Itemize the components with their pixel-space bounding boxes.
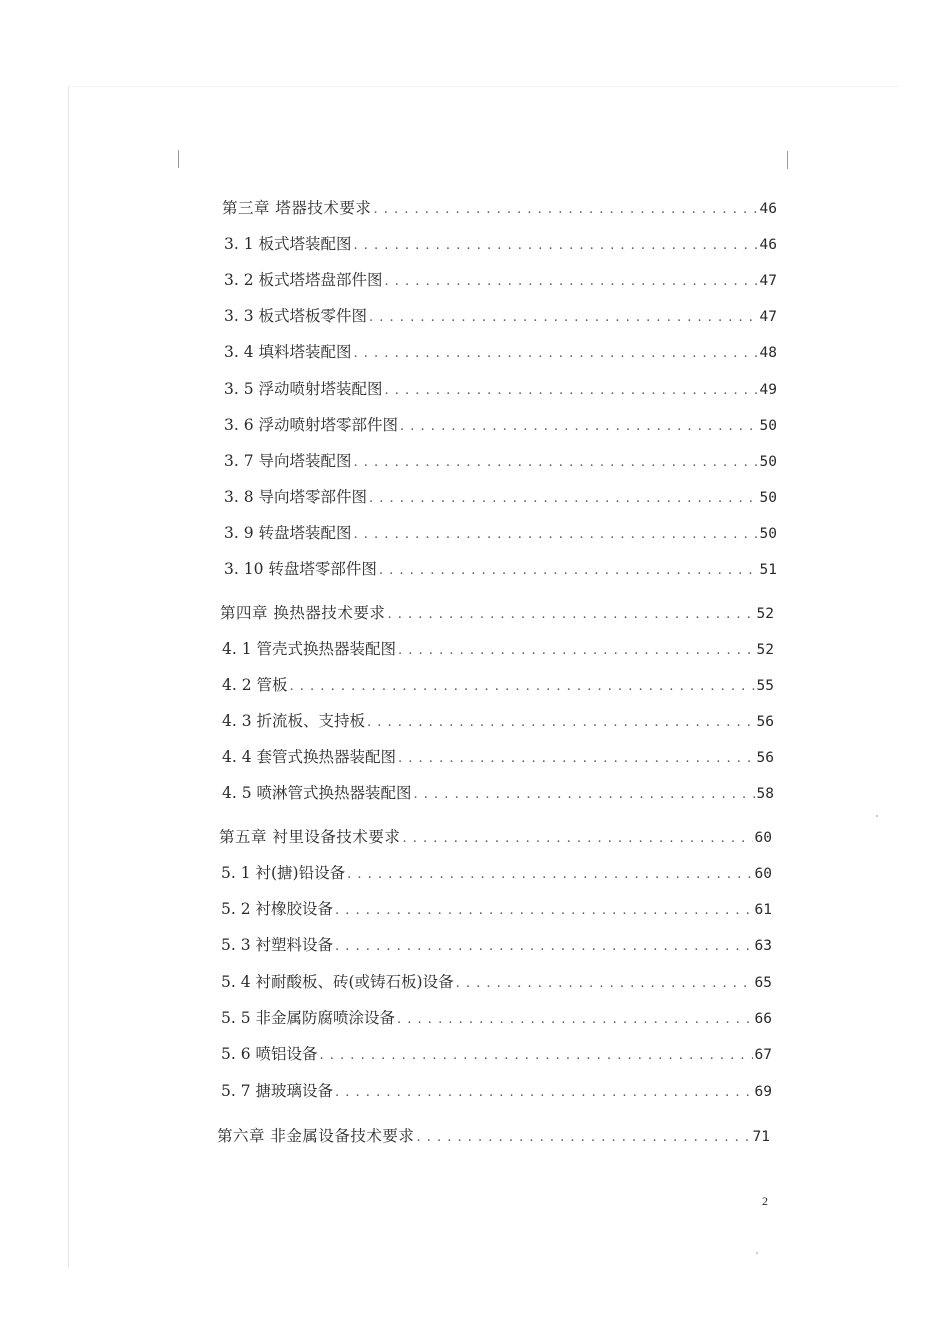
dot-leader	[354, 235, 758, 257]
toc-chapter-row	[220, 602, 774, 624]
dot-leader	[373, 199, 757, 221]
toc-entry-page: 47	[759, 309, 777, 325]
dot-leader	[335, 936, 753, 958]
toc-entry-title: 4. 3 折流板、支持板	[222, 712, 366, 730]
toc-section-row	[222, 638, 774, 660]
toc-entry-page: 65	[754, 975, 772, 991]
toc-entry-title: 3. 1 板式塔装配图	[224, 235, 352, 253]
dot-leader	[347, 864, 752, 886]
dot-leader	[385, 380, 758, 402]
toc-entry-page: 50	[759, 490, 777, 506]
toc-entry-title: 5. 5 非金属防腐喷涂设备	[221, 1009, 396, 1027]
dot-leader	[354, 524, 758, 546]
scan-speck	[756, 1252, 758, 1254]
toc-chapter-row	[219, 826, 772, 848]
toc-entry-title: 5. 2 衬橡胶设备	[221, 900, 334, 918]
toc-section-row	[222, 710, 774, 732]
dot-leader	[400, 416, 758, 438]
toc-section-row	[224, 378, 777, 400]
toc-chapter-row	[217, 1125, 770, 1147]
toc-section-row	[224, 414, 777, 436]
toc-entry-title: 3. 6 浮动喷射塔零部件图	[224, 416, 399, 434]
toc-entry-page: 56	[756, 750, 774, 766]
toc-section-row	[224, 233, 777, 255]
toc-entry-page: 55	[756, 678, 774, 694]
toc-section-row	[222, 746, 774, 768]
toc-entry-page: 67	[754, 1047, 772, 1063]
dot-leader	[416, 1127, 750, 1149]
toc-entry-page: 71	[752, 1129, 770, 1145]
dot-leader	[354, 452, 758, 474]
toc-section-row	[224, 522, 777, 544]
toc-entry-title: 5. 6 喷铝设备	[221, 1045, 318, 1063]
toc-entry-title: 3. 9 转盘塔装配图	[224, 524, 352, 542]
toc-entry-page: 58	[756, 786, 774, 802]
toc-entry-page: 60	[754, 866, 772, 882]
toc-entry-page: 49	[759, 382, 777, 398]
toc-section-row	[224, 269, 777, 291]
dot-leader	[354, 343, 758, 365]
margin-mark-left	[178, 150, 179, 168]
dot-leader	[398, 748, 755, 770]
toc-section-row	[224, 305, 777, 327]
toc-entry-title: 3. 7 导向塔装配图	[224, 452, 352, 470]
toc-section-row	[221, 1043, 772, 1065]
toc-section-row	[222, 674, 774, 696]
toc-entry-page: 46	[759, 237, 777, 253]
margin-mark-right	[787, 151, 788, 169]
toc-entry-title: 第六章 非金属设备技术要求	[217, 1127, 415, 1145]
toc-entry-title: 4. 5 喷淋管式换热器装配图	[222, 784, 412, 802]
dot-leader	[369, 307, 758, 329]
toc-entry-title: 第四章 换热器技术要求	[220, 604, 386, 622]
toc-entry-title: 3. 8 导向塔零部件图	[224, 488, 368, 506]
toc-entry-title: 3. 3 板式塔板零件图	[224, 307, 368, 325]
toc-entry-title: 5. 4 衬耐酸板、砖(或铸石板)设备	[221, 973, 454, 991]
toc-entry-title: 4. 1 管壳式换热器装配图	[222, 640, 397, 658]
toc-entry-page: 50	[759, 526, 777, 542]
toc-entry-title: 3. 4 填料塔装配图	[224, 343, 352, 361]
toc-entry-title: 第五章 衬里设备技术要求	[219, 828, 401, 846]
toc-section-row	[221, 1007, 772, 1029]
toc-section-row	[221, 898, 772, 920]
dot-leader	[402, 828, 752, 850]
toc-entry-title: 3. 10 转盘塔零部件图	[224, 560, 377, 578]
toc-chapter-row	[222, 197, 777, 219]
dot-leader	[397, 1009, 753, 1031]
toc-entry-page: 61	[754, 902, 772, 918]
dot-leader	[387, 604, 754, 626]
toc-entry-page: 60	[754, 830, 772, 846]
toc-entry-title: 5. 1 衬(搪)铅设备	[221, 864, 346, 882]
toc-section-row	[221, 1080, 772, 1102]
toc-section-row	[224, 486, 777, 508]
dot-leader	[456, 973, 753, 995]
dot-leader	[369, 488, 758, 510]
dot-leader	[367, 712, 755, 734]
toc-entry-page: 50	[759, 418, 777, 434]
toc-entry-title: 4. 2 管板	[222, 676, 288, 694]
toc-entry-page: 46	[759, 201, 777, 217]
dot-leader	[398, 640, 755, 662]
page-number: 2	[762, 1194, 768, 1208]
toc-entry-title: 5. 7 搪玻璃设备	[221, 1082, 334, 1100]
scan-speck	[876, 815, 878, 817]
toc-entry-title: 第三章 塔器技术要求	[222, 199, 372, 217]
dot-leader	[414, 784, 755, 806]
toc-section-row	[224, 341, 777, 363]
dot-leader	[335, 1082, 753, 1104]
toc-section-row	[224, 450, 777, 472]
toc-entry-page: 56	[756, 714, 774, 730]
dot-leader	[385, 271, 758, 293]
toc-entry-page: 50	[759, 454, 777, 470]
toc-entry-title: 5. 3 衬塑料设备	[221, 936, 334, 954]
toc-section-row	[222, 782, 774, 804]
toc-entry-page: 52	[756, 606, 774, 622]
toc-entry-page: 52	[756, 642, 774, 658]
toc-section-row	[221, 971, 772, 993]
toc-entry-title: 3. 2 板式塔塔盘部件图	[224, 271, 383, 289]
toc-entry-page: 47	[759, 273, 777, 289]
toc-entry-page: 51	[759, 562, 777, 578]
dot-leader	[290, 676, 755, 698]
toc-entry-page: 48	[759, 345, 777, 361]
toc-entry-title: 4. 4 套管式换热器装配图	[222, 748, 397, 766]
dot-leader	[320, 1045, 753, 1067]
toc-section-row	[221, 862, 772, 884]
toc-entry-page: 66	[754, 1011, 772, 1027]
dot-leader	[335, 900, 753, 922]
toc-section-row	[221, 934, 772, 956]
toc-entry-title: 3. 5 浮动喷射塔装配图	[224, 380, 383, 398]
toc-entry-page: 69	[754, 1084, 772, 1100]
toc-entry-page: 63	[754, 938, 772, 954]
dot-leader	[379, 560, 758, 582]
toc-section-row	[224, 558, 777, 580]
